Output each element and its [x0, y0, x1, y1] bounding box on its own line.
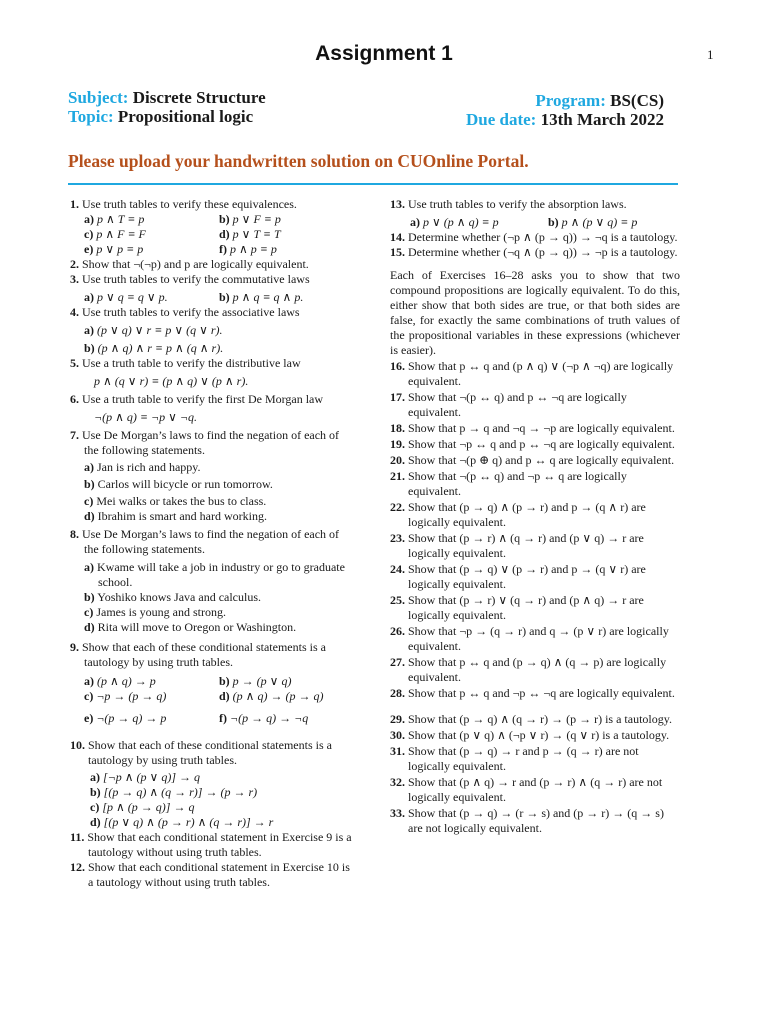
upload-notice: Please upload your handwritten solution on CUOnline Portal. — [68, 151, 529, 171]
due-value: 13th March 2022 — [540, 110, 664, 129]
exercise-20: 20. Show that ¬(p ⊕ q) and p ↔ q are logically equivalent. — [390, 453, 675, 467]
subject-key: Subject: — [68, 88, 129, 107]
exercise-29: 29. Show that (p → q) ∧ (q → r) → (p → r) is a tautology. — [390, 712, 672, 726]
exercise-7: 7. Use De Morgan’s laws to find the negation of each of the following statements. — [70, 428, 340, 457]
due-key: Due date: — [465, 110, 537, 129]
exercise-8: 8. Use De Morgan’s laws to find the negation of each of the following statements. — [70, 527, 340, 556]
instructions-paragraph: Each of Exercises 16–28 asks you to show that two compound propositions are logically equivalent. To do this, either show that both sides are true, or that both sides are false, for exactly the same combinations of truth values of the propositional variables in these expressions (whichever is easier). — [390, 268, 680, 357]
exercise-list-16-28 — [390, 359, 680, 701]
exercise-1: 1. Use truth tables to verify these equivalences. — [70, 197, 297, 211]
exercise-23: 23. Show that (p → r) ∧ (q → r) and (p ∨ q) → r are logically equivalent. — [390, 531, 644, 560]
exercise-16: 16. Show that p ↔ q and (p ∧ q) ∨ (¬p ∧ ¬q) are logically equivalent. — [390, 359, 674, 388]
exercise-5: 5. Use a truth table to verify the distributive law — [70, 356, 301, 370]
program-due-block — [466, 91, 664, 129]
exercise-24: 24. Show that (p → q) ∨ (p → r) and p → (q ∨ r) are logically equivalent. — [390, 562, 646, 591]
page-title: Assignment 1 — [315, 42, 453, 65]
exercise-31: 31. Show that (p → q) → r and p → (q → r) are not logically equivalent. — [390, 744, 639, 773]
exercise-2: 2. Show that ¬(¬p) and p are logically equivalent. — [70, 257, 309, 271]
exercise-14: 14. Determine whether (¬p ∧ (p → q)) → ¬q is a tautology. — [390, 230, 678, 244]
program-key: Program: — [535, 91, 606, 110]
exercise-17: 17. Show that ¬(p ↔ q) and p ↔ ¬q are logically equivalent. — [390, 390, 627, 419]
exercise-4: 4. Use truth tables to verify the associative laws — [70, 305, 300, 319]
exercise-18: 18. Show that p → q and ¬q → ¬p are logically equivalent. — [390, 421, 675, 435]
divider — [68, 183, 678, 185]
distributive-formula: p ∧ (q ∨ r) ≡ (p ∧ q) ∨ (p ∧ r). — [94, 374, 249, 388]
subject-topic-block — [68, 88, 266, 126]
exercise-33: 33. Show that (p → q) → (r → s) and (p → r) → (q → s) are not logically equivalent. — [390, 806, 664, 835]
exercise-22: 22. Show that (p → q) ∧ (p → r) and p → (q ∧ r) are logically equivalent. — [390, 500, 646, 529]
exercise-15: 15. Determine whether (¬q ∧ (p → q)) → ¬p is a tautology. — [390, 245, 678, 259]
topic-value: Propositional logic — [117, 107, 254, 126]
exercise-11: 11. Show that each conditional statement in Exercise 9 is a tautology without using truth tables. — [70, 830, 352, 859]
topic-key: Topic: — [68, 107, 114, 126]
exercise-9: 9. Show that each of these conditional statements is a tautology by using truth tables. — [70, 640, 326, 669]
exercise-13: 13. Use truth tables to verify the absorption laws. — [390, 197, 627, 211]
exercise-19: 19. Show that ¬p ↔ q and p ↔ ¬q are logically equivalent. — [390, 437, 675, 451]
exercise-12: 12. Show that each conditional statement in Exercise 10 is a tautology without using truth tables. — [70, 860, 350, 889]
page-number: 1 — [707, 47, 714, 62]
de-morgan-formula: ¬(p ∧ q) ≡ ¬p ∨ ¬q. — [94, 410, 197, 424]
exercise-6: 6. Use a truth table to verify the first De Morgan law — [70, 392, 324, 406]
left-column: 1. Use truth tables to verify these equivalences. a) p ∧ T ≡ p b) p ∨ F ≡ p c) p ∧ F ≡ F d) p ∨ T ≡ T e) p ∨ p ≡ p f) p ∧ p ≡ p 2. Show that ¬(¬p) and p are logically equivalent. 3. Use truth tables to verify the commutative laws a) p ∨ q ≡ q ∨ p. b) p ∧ q ≡ q ∧ p. 4. Use truth tables to verify the associative laws a) (p ∨ q) ∨ r ≡ p ∨ (q ∨ r). b) (p ∧ q) ∧ r ≡ p ∧ (q ∧ r). 5. Use a truth table to verify the distributive law p ∧ (q ∨ r) ≡ (p ∧ q) ∨ (p ∧ r). 6. Use a truth table to verify the first De Morgan law ¬(p ∧ q) ≡ ¬p ∨ ¬q. 7. Use De Morgan’s laws to find the negation of each of the following statements. a) Jan is rich and happy. b) Carlos will bicycle or run tomorrow. c) Mei walks or takes the bus to class. d) Ibrahim is smart and hard working. 8. Use De Morgan’s laws to find the negation of each of the following statements. a) Kwame will take a job in industry or go to graduate school. b) Yoshiko knows Java and calculus. c) James is young and strong. d) Rita will move to Oregon or Washington. 9. Show that each of these conditional statements is a tautology by using truth tables. a) (p ∧ q) → p b) p → (p ∨ q) c) ¬p → (p → q) d) (p ∧ q) → (p → q) e) ¬(p → q) → p f) ¬(p → q) → ¬q 10. Show that each of these conditional statements is a tautology by using truth tables. a) [¬p ∧ (p ∨ q)] → q b) [(p → q) ∧ (q → r)] → (p → r) c) [p ∧ (p → q)] → q d) [(p ∨ q) ∧ (p → r) ∧ (q → r)] → r 11. Show that each conditional statement in Exercise 9 is a tautology without using truth tables. 12. Show that each conditional statement in Exercise 10 is a tautology without using truth tables. — [70, 197, 355, 890]
exercise-27: 27. Show that p ↔ q and (p → q) ∧ (q → p) are logically equivalent. — [390, 655, 667, 684]
exercise-21: 21. Show that ¬(p ↔ q) and ¬p ↔ q are logically equivalent. — [390, 469, 627, 498]
right-column: 13. Use truth tables to verify the absorption laws. a) p ∨ (p ∧ q) ≡ p b) p ∧ (p ∨ q) ≡ p 14. Determine whether (¬p ∧ (p → q)) → ¬q is a tautology. 15. Determine whether (¬q ∧ (p → q)) → ¬p is a tautology. Each of Exercises 16–28 asks you to show that two compound propositions are logically equivalent. To do this, either show that both sides are true, or that both sides are false, for exactly the same combinations of truth values of the propositional variables in these expressions (whichever is easier). 16. Show that p ↔ q and (p ∧ q) ∨ (¬p ∧ ¬q) are logically equivalent. 17. Show that ¬(p ↔ q) and p ↔ ¬q are logically equivalent. 18. Show that p → q and ¬q → ¬p are logically equivalent. 19. Show that ¬p ↔ q and p ↔ ¬q are logically equivalent. 20. Show that ¬(p ⊕ q) and p ↔ q are logically equivalent. 21. Show that ¬(p ↔ q) and ¬p ↔ q are logically equivalent. 22. Show that (p → q) ∧ (p → r) and p → (q ∧ r) are logically equivalent. 23. Show that (p → r) ∧ (q → r) and (p ∨ q) → r are logically equivalent. 24. Show that (p → q) ∨ (p → r) and p → (q ∨ r) are logically equivalent. 25. Show that (p → r) ∨ (q → r) and (p ∧ q) → r are logically equivalent. 26. Show that ¬p → (q → r) and q → (p ∨ r) are logically equivalent. 27. Show that p ↔ q and (p → q) ∧ (q → p) are logically equivalent. 28. Show that p ↔ q and ¬p ↔ ¬q are logically equivalent. 29. Show that (p → q) ∧ (q → r) → (p → r) is a tautology. 30. Show that (p ∨ q) ∧ (¬p ∨ r) → (q ∨ r) is a tautology. 31. Show that (p → q) → r and p → (q → r) are not logically equivalent. 32. Show that (p ∧ q) → r and (p → r) ∧ (q → r) are not logically equivalent. 33. Show that (p → q) → (r → s) and (p → r) → (q → s) are not logically equivalent. — [390, 197, 680, 835]
program-value: BS(CS) — [610, 91, 664, 110]
exercise-10: 10. Show that each of these conditional statements is a tautology by using truth tables. — [70, 738, 332, 767]
exercise-28: 28. Show that p ↔ q and ¬p ↔ ¬q are logically equivalent. — [390, 686, 675, 700]
exercise-30: 30. Show that (p ∨ q) ∧ (¬p ∨ r) → (q ∨ r) is a tautology. — [390, 728, 670, 742]
exercise-3: 3. Use truth tables to verify the commutative laws — [70, 272, 310, 286]
exercise-25: 25. Show that (p → r) ∨ (q → r) and (p ∧ q) → r are logically equivalent. — [390, 593, 644, 622]
exercise-26: 26. Show that ¬p → (q → r) and q → (p ∨ r) are logically equivalent. — [390, 624, 669, 653]
exercise-list-29-33 — [390, 712, 680, 836]
exercise-32: 32. Show that (p ∧ q) → r and (p → r) ∧ (q → r) are not logically equivalent. — [390, 775, 663, 804]
subject-value: Discrete Structure — [132, 88, 266, 107]
